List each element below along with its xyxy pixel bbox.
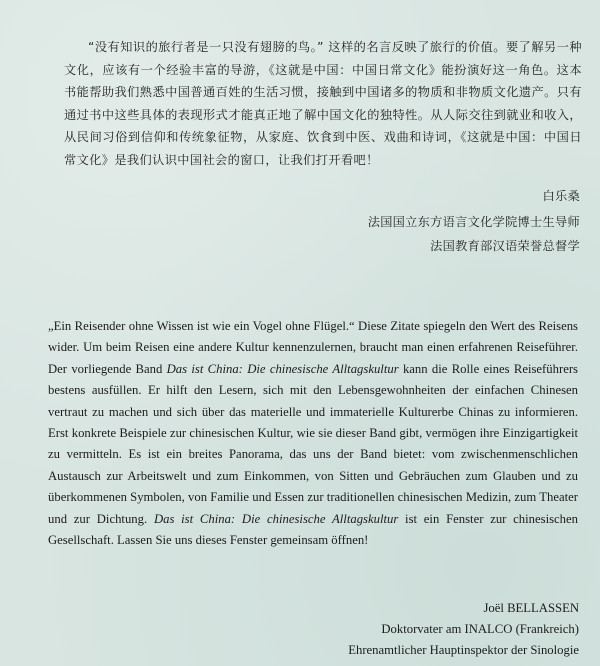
book-title: Das ist China: Die chinesische Alltagskultur [166,361,399,376]
chinese-signature [180,184,580,258]
book-title: Das ist China: Die chinesische Alltagskultur [153,511,399,526]
german-signature-title-1: Doktorvater am INALCO (Frankreich) [381,622,579,636]
chinese-paragraph: “没有知识的旅行者是一只没有翅膀的鸟。” 这样的名言反映了旅行的价值。要了解另一种文化，应该有一个经验丰富的导游，《这就是中国：中国日常文化》能扮演好这一角色。这本书能帮助我们熟悉中国普通百姓的生活习惯，接触到中国诸多的物质和非物质文化遗产。只有通过书中这些具体的表现形式才能真正地了解中国文化的独特性。从人际交往到就业和收入，从民间习俗到信仰和传统象征物，从家庭、饮食到中医、戏曲和诗词，《这就是中国：中国日常文化》是我们认识中国社会的窗口，让我们打开看吧！ [64,40,582,167]
german-preface [48,316,578,551]
german-text-part-1: „Ein Reisender ohne Wissen ist wie ein Vogel ohne Flügel.“ Diese Zitate spiegeln den Wert des Reisens wider. Um beim Reisen eine andere Kultur kennenzulernen, braucht man einen erfahrenen Reiseführer. Der vorliegende Band [48,319,578,376]
chinese-signature-title-2: 法国教育部汉语荣誉总督学 [430,239,580,253]
chinese-signature-title-1: 法国国立东方语言文化学院博士生导师 [367,215,580,229]
chinese-signature-name: 白乐桑 [542,189,580,203]
chinese-preface [64,36,582,171]
german-paragraph [48,316,578,551]
german-text-part-3: ist ein Fenster zur chinesischen Gesellschaft. Lassen Sie uns dieses Fenster gemeinsam öffnen! [48,511,578,548]
german-text-part-2: kann die Rolle eines Reiseführers bestens ausfüllen. Er hilft den Lesern, sich mit den Lebensgewohnheiten der einfachen Chinesen vertraut zu machen und sich über das materielle und immaterielle Kulturerbe Chinas zu informieren. Erst konkrete Beispiele zur chinesischen Kultur, wie sie dieser Band gibt, vermögen ihre Einzigartigkeit zu vermitteln. Es ist ein breites Panorama, das uns der Band bietet: vom zwischenmenschlichen Austausch zur Arbeitswelt und zum Einkommen, von Sitten und Gebräuchen zum Glauben und zu überkommenen Symbolen, von Familie und Essen zur traditionellen chinesischen Medizin, zum Theater und zur Dichtung. [48,361,578,526]
german-signature [219,598,579,661]
german-signature-name: Joël BELLASSEN [483,601,579,615]
german-signature-title-2: Ehrenamtlicher Hauptinspektor der Sinologie [348,643,579,657]
